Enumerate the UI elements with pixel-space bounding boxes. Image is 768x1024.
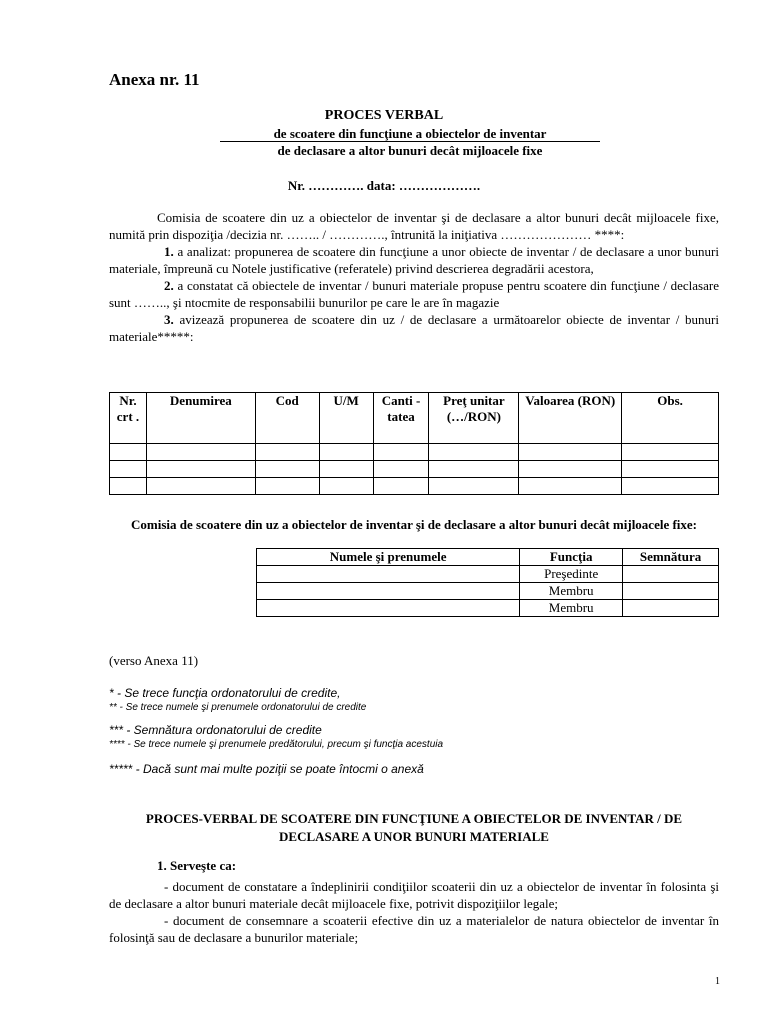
table-cell [429, 461, 519, 478]
intro-section [109, 209, 719, 345]
table-row [257, 583, 719, 600]
table-cell [429, 478, 519, 495]
footnote-3: *** - Semnătura ordonatorului de credite [109, 723, 322, 737]
number-date-line: Nr. …………. data: ………………. [287, 178, 481, 193]
name-cell [257, 583, 520, 600]
table-cell [319, 461, 373, 478]
col-header-nume: Numele şi prenumele [257, 549, 520, 566]
table-cell [255, 478, 319, 495]
footnote-1: * - Se trece funcţia ordonatorului de credite, [109, 686, 341, 700]
table-cell [146, 461, 255, 478]
page-number: 1 [715, 976, 720, 987]
footnote-5: ***** - Dacă sunt mai multe poziţii se poate întocmi o anexă [109, 762, 424, 776]
table-row [257, 600, 719, 617]
table-cell [255, 461, 319, 478]
item-3 [109, 311, 719, 345]
section-title: PROCES-VERBAL DE SCOATERE DIN FUNCŢIUNE A OBIECTELOR DE INVENTAR / DE DECLASARE A UNOR BUNURI MATERIALE [145, 811, 683, 844]
item-1-text: a analizat: propunerea de scoatere din funcţiune a unor obiecte de inventar / de declasare a unor bunuri materiale, împreună cu Notele justificative (referatele) privind descrierea degradării acestora, [109, 244, 719, 276]
col-header-denumirea: Denumirea [146, 393, 255, 444]
annex-title: Anexa nr. 11 [109, 70, 200, 89]
commission-table [256, 548, 719, 617]
inventory-table [109, 392, 719, 495]
col-header-valoarea: Valoarea (RON) [519, 393, 622, 444]
list-item: - document de consemnare a scoaterii efective din uz a materialelor de natura obiectelor de inventar în folosinţă sau de declasare a bunurilor materiale; [109, 913, 719, 945]
intro-paragraph: Comisia de scoatere din uz a obiectelor de inventar şi de declasare a altor bunuri decât mijloacele fixe, numită prin dispoziţia /decizia nr. …….. / …………., întrunită la iniţiativa ………………… ****: [109, 210, 719, 242]
subtitle-divider [220, 141, 600, 142]
table-cell [319, 444, 373, 461]
col-header-cod: Cod [255, 393, 319, 444]
table-row [110, 444, 719, 461]
document-subtitle-1: de scoatere din funcţiune a obiectelor de inventar [273, 126, 547, 141]
table-cell [519, 478, 622, 495]
table-cell [622, 461, 719, 478]
list-item: - document de constatare a îndeplinirii condiţiilor scoaterii din uz a obiectelor de inventar în folosinta şi de declasare a altor bunuri materiale decât mijloacele fixe, potrivit dispoziţiilor legale; [109, 879, 719, 911]
table-cell [110, 444, 147, 461]
table-row [110, 478, 719, 495]
inventory-header-row [110, 393, 719, 444]
role-cell: Membru [520, 600, 623, 617]
table-cell [373, 478, 429, 495]
col-header-functia: Funcţia [520, 549, 623, 566]
table-cell [146, 478, 255, 495]
col-header-nr: Nr. crt . [110, 393, 147, 444]
item-1-number: 1. [164, 244, 174, 259]
col-header-um: U/M [319, 393, 373, 444]
name-cell [257, 566, 520, 583]
col-header-cantitatea: Canti -tatea [373, 393, 429, 444]
table-cell [373, 444, 429, 461]
table-cell [146, 444, 255, 461]
commission-title: Comisia de scoatere din uz a obiectelor de inventar şi de declasare a altor bunuri decât mijloacele fixe: [130, 517, 698, 532]
signature-cell [623, 583, 719, 600]
item-1 [109, 243, 719, 277]
role-cell: Membru [520, 583, 623, 600]
col-header-pret-unitar: Preţ unitar (…/RON) [429, 393, 519, 444]
verso-label: (verso Anexa 11) [109, 653, 199, 668]
table-row [257, 566, 719, 583]
table-cell [110, 478, 147, 495]
table-row [110, 461, 719, 478]
document-title: PROCES VERBAL [324, 108, 444, 123]
table-cell [429, 444, 519, 461]
item-2-number: 2. [164, 278, 174, 293]
footnote-4: **** - Se trece numele şi prenumele predătorului, precum şi funcţia acestuia [109, 739, 444, 750]
table-cell [519, 444, 622, 461]
document-subtitle-2: de declasare a altor bunuri decât mijloacele fixe [277, 143, 543, 158]
table-cell [519, 461, 622, 478]
item-2-text: a constatat că obiectele de inventar / bunuri materiale propuse pentru scoatere din funcţiune / declasare sunt …….., şi ntocmite de responsabilii bunurilor pe care le are în magazie [109, 278, 719, 310]
col-header-obs: Obs. [622, 393, 719, 444]
item-2 [109, 277, 719, 311]
item-3-number: 3. [164, 312, 174, 327]
signature-cell [623, 600, 719, 617]
table-cell [110, 461, 147, 478]
table-cell [255, 444, 319, 461]
footnote-2: ** - Se trece numele şi prenumele ordonatorului de credite [109, 702, 367, 713]
col-header-semnatura: Semnătura [623, 549, 719, 566]
table-cell [319, 478, 373, 495]
item-3-text: avizează propunerea de scoatere din uz / de declasare a următoarelor obiecte de inventar / bunuri materiale*****: [109, 312, 719, 344]
table-cell [622, 444, 719, 461]
role-cell: Preşedinte [520, 566, 623, 583]
table-cell [373, 461, 429, 478]
commission-header-row [257, 549, 719, 566]
name-cell [257, 600, 520, 617]
signature-cell [623, 566, 719, 583]
table-cell [622, 478, 719, 495]
serveste-heading: 1. Serveşte ca: [157, 858, 237, 873]
uses-list [109, 878, 719, 946]
